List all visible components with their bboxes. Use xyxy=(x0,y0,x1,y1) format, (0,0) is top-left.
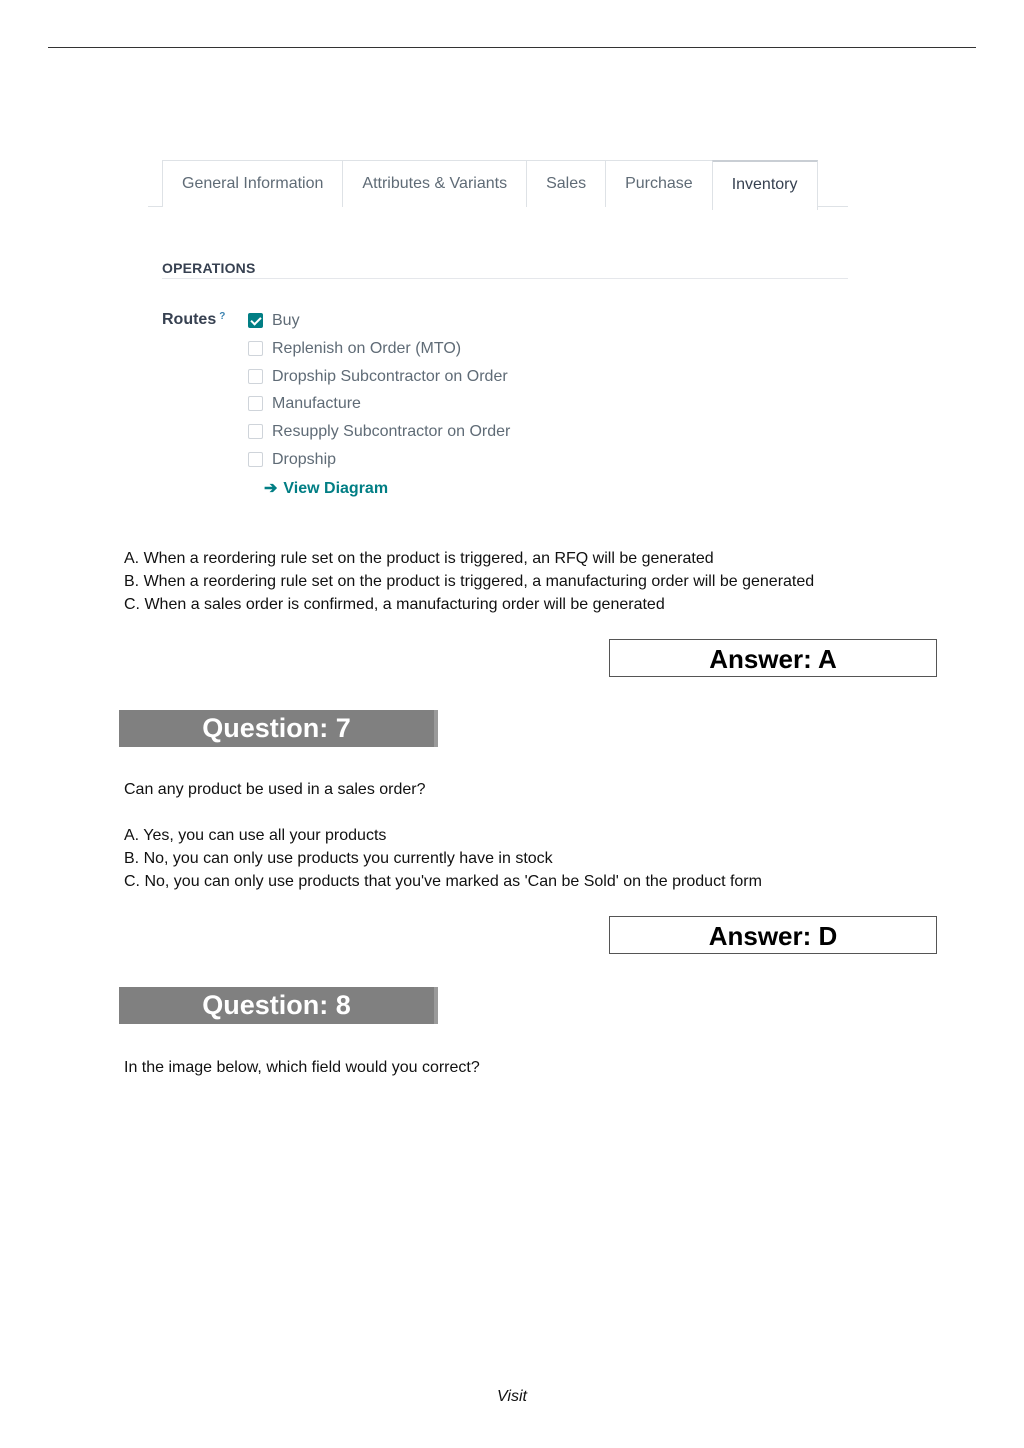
checkbox-icon[interactable] xyxy=(248,341,263,356)
route-dropship-subcontractor[interactable] xyxy=(248,367,510,395)
checkbox-icon[interactable] xyxy=(248,369,263,384)
footer-visit: Visit xyxy=(497,1388,527,1405)
route-replenish-on-order[interactable] xyxy=(248,339,510,367)
view-diagram-link[interactable] xyxy=(264,478,388,498)
routes-label-text: Routes xyxy=(162,311,217,328)
tab-sales[interactable]: Sales xyxy=(526,160,606,207)
tab-general-information[interactable]: General Information xyxy=(162,160,343,207)
q6-options xyxy=(124,547,814,616)
q7-option-b: B. No, you can only use products you currently have in stock xyxy=(124,850,553,867)
route-manufacture[interactable] xyxy=(248,394,510,422)
route-label: Dropship Subcontractor on Order xyxy=(272,367,508,385)
tab-bar xyxy=(162,160,817,206)
operations-heading: OPERATIONS xyxy=(162,260,256,276)
question-8-title: Question: 8 xyxy=(202,990,351,1020)
checkbox-checked-icon[interactable] xyxy=(248,313,263,328)
question-7-title: Question: 7 xyxy=(202,713,351,743)
tab-attributes-variants[interactable]: Attributes & Variants xyxy=(342,160,527,207)
q7-answer-box: Answer: D xyxy=(609,916,937,954)
q6-option-a: A. When a reordering rule set on the product is triggered, an RFQ will be generated xyxy=(124,550,714,567)
route-buy[interactable] xyxy=(248,311,510,339)
q6-option-b: B. When a reordering rule set on the product is triggered, a manufacturing order will be generated xyxy=(124,573,815,590)
routes-label xyxy=(162,311,225,329)
view-diagram-label: View Diagram xyxy=(283,480,389,497)
q7-options xyxy=(124,824,762,893)
routes-checkbox-list xyxy=(248,311,510,478)
q6-option-c: C. When a sales order is confirmed, a manufacturing order will be generated xyxy=(124,596,665,613)
q7-prompt: Can any product be used in a sales order? xyxy=(124,781,426,798)
route-label: Buy xyxy=(272,312,300,329)
checkbox-icon[interactable] xyxy=(248,424,263,439)
checkbox-icon[interactable] xyxy=(248,452,263,467)
question-8-banner xyxy=(119,987,438,1024)
question-7-banner xyxy=(119,710,438,747)
product-form-screenshot xyxy=(148,158,848,508)
route-resupply-subcontractor[interactable] xyxy=(248,422,510,450)
route-label: Resupply Subcontractor on Order xyxy=(272,423,511,441)
q6-answer-box: Answer: A xyxy=(609,639,937,677)
route-dropship[interactable] xyxy=(248,450,510,478)
route-label: Replenish on Order (MTO) xyxy=(272,339,462,357)
tab-inventory[interactable]: Inventory xyxy=(712,160,818,210)
tab-purchase[interactable]: Purchase xyxy=(605,160,713,207)
q8-prompt: In the image below, which field would you correct? xyxy=(124,1059,480,1076)
route-label: Dropship xyxy=(272,450,337,468)
arrow-right-icon: ➔ xyxy=(264,480,278,497)
operations-divider xyxy=(162,278,848,279)
checkbox-icon[interactable] xyxy=(248,396,263,411)
top-rule xyxy=(48,47,976,48)
q7-option-a: A. Yes, you can use all your products xyxy=(124,827,387,844)
route-label: Manufacture xyxy=(272,395,361,413)
help-tooltip-icon[interactable]: ? xyxy=(219,311,226,322)
q7-option-c: C. No, you can only use products that you've marked as 'Can be Sold' on the product form xyxy=(124,873,762,890)
